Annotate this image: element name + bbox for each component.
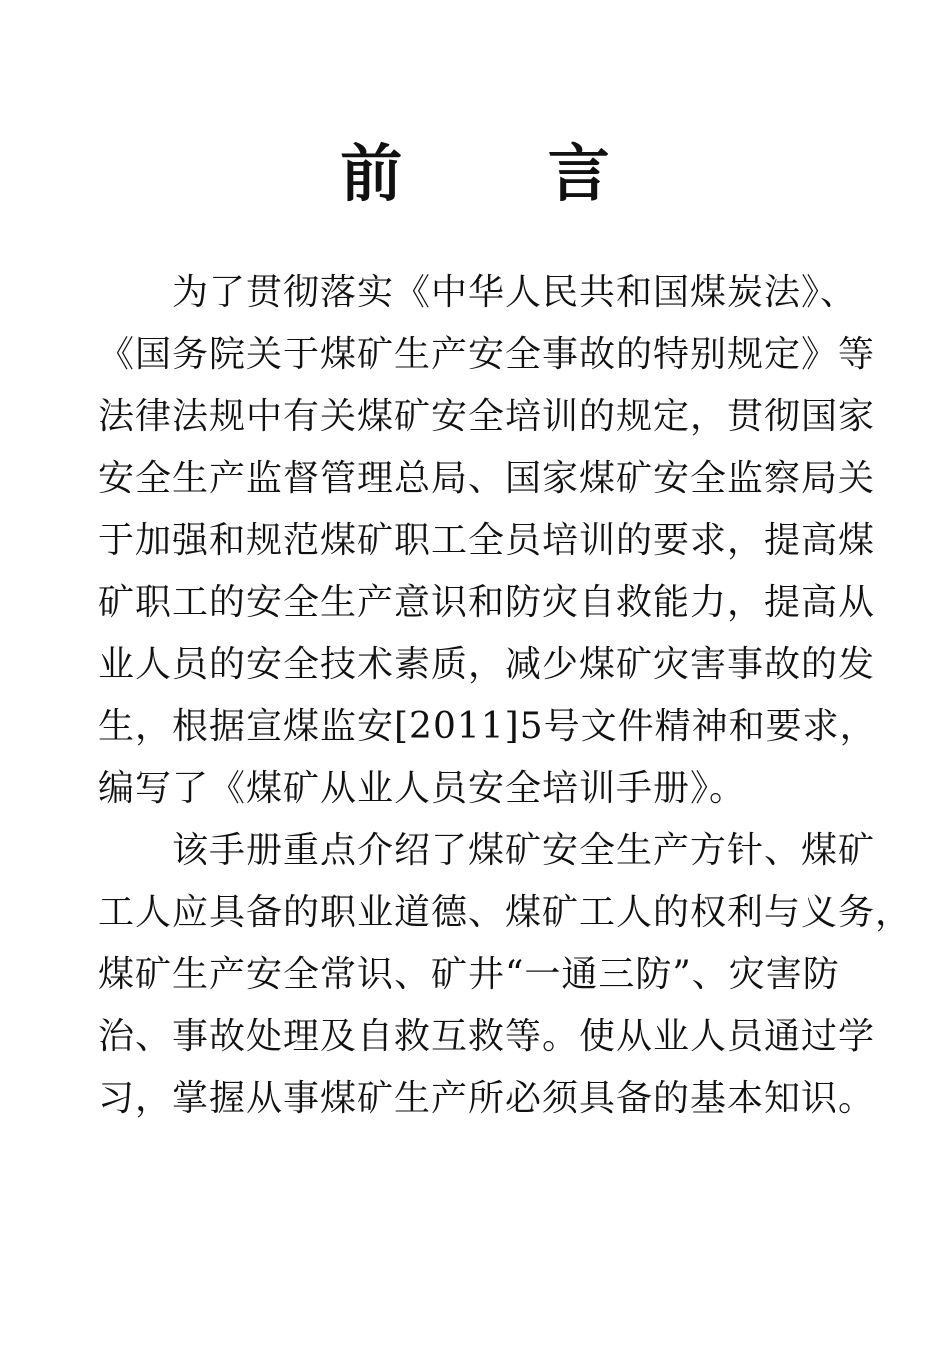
text-line: 于加强和规范煤矿职工全员培训的要求，提高煤 xyxy=(98,520,876,561)
paragraph-1 xyxy=(98,262,877,820)
text-line: 法律法规中有关煤矿安全培训的规定，贯彻国家 xyxy=(98,396,876,437)
text-line: 编写了《煤矿从业人员安全培训手册》。 xyxy=(98,768,747,809)
text-line: 《国务院关于煤矿生产安全事故的特别规定》等 xyxy=(98,334,876,375)
text-line: 工人应具备的职业道德、煤矿工人的权利与义务， xyxy=(98,892,913,933)
text-line: 为了贯彻落实《中华人民共和国煤炭法》、 xyxy=(172,272,858,313)
text-line: 习，掌握从事煤矿生产所必须具备的基本知识。 xyxy=(98,1078,876,1119)
text-line: 该手册重点介绍了煤矿安全生产方针、煤矿 xyxy=(172,830,876,871)
text-line: 业人员的安全技术素质，减少煤矿灾害事故的发 xyxy=(98,644,876,685)
text-line: 生，根据宣煤监安[2011]5号文件精神和要求， xyxy=(98,706,877,747)
text-line: 治、事故处理及自救互救等。使从业人员通过学 xyxy=(98,1016,876,1057)
preface-body xyxy=(98,262,913,1130)
page-title: 前 言 xyxy=(340,137,672,210)
text-line: 矿职工的安全生产意识和防灾自救能力，提高从 xyxy=(98,582,876,623)
text-line: 煤矿生产安全常识、矿井“一通三防”、灾害防 xyxy=(98,954,840,995)
paragraph-2 xyxy=(98,820,913,1130)
text-line: 安全生产监督管理总局、国家煤矿安全监察局关 xyxy=(98,458,876,499)
